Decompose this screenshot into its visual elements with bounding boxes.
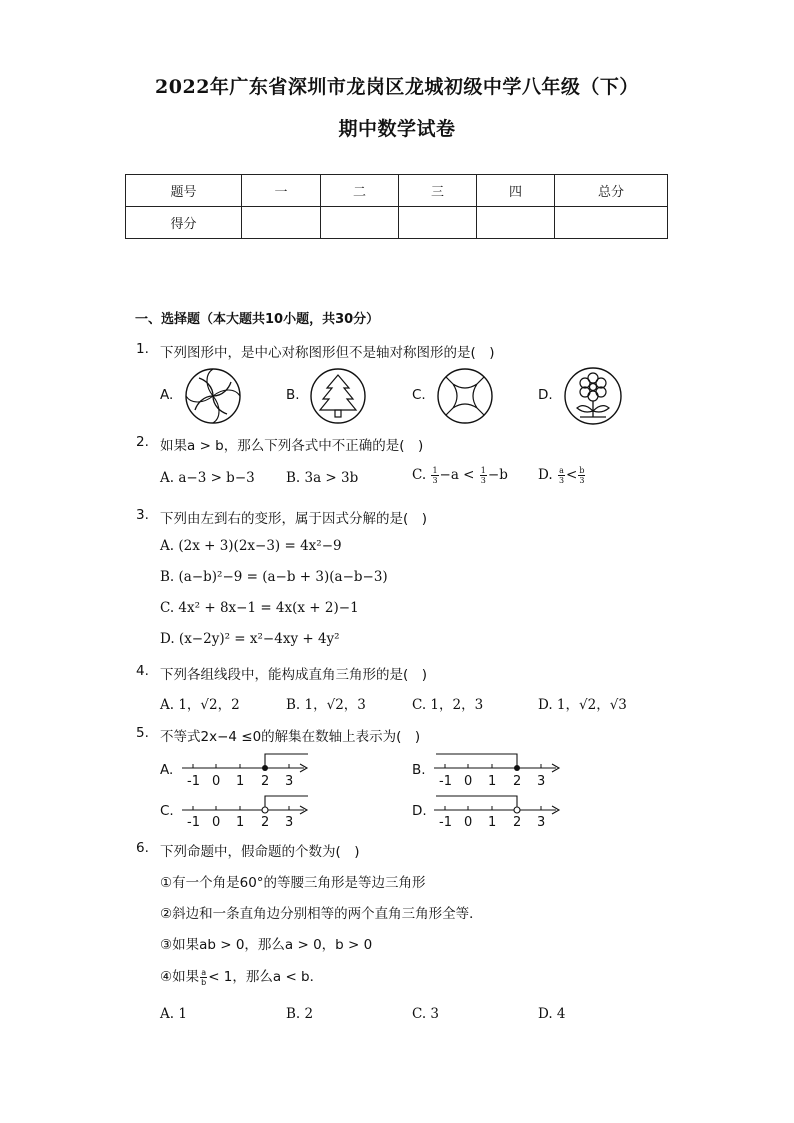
option-label: D. xyxy=(412,803,427,819)
question-text: 不等式2x−4 ≤0的解集在数轴上表示为( ) xyxy=(160,729,421,745)
fraction: $\frac{a}{b}$ xyxy=(201,967,207,987)
option-c: C. 3 xyxy=(412,1006,440,1022)
header-cell: 总分 xyxy=(555,175,668,207)
option-a: A. (2x + 3)(2x−3) = 4x²−9 xyxy=(160,538,342,554)
question-text: 如果a > b，那么下列各式中不正确的是( ) xyxy=(160,438,424,454)
question-number: 3. xyxy=(136,507,149,523)
option-c: C. 1，2，3 xyxy=(412,697,484,713)
option-d: D. (x−2y)² = x²−4xy + 4y² xyxy=(160,631,340,647)
expression: < xyxy=(566,467,578,483)
score-cell[interactable] xyxy=(242,207,321,239)
option-label: D. xyxy=(538,387,553,403)
tree-figure xyxy=(308,366,368,426)
question-number: 1. xyxy=(136,341,149,357)
option-label: D. xyxy=(538,467,553,483)
option-b: B. 3a > 3b xyxy=(286,470,359,486)
tick-label: 2 xyxy=(513,815,522,830)
statement-suffix: < 1，那么a < b． xyxy=(208,969,324,985)
option-label: A. xyxy=(160,387,174,403)
fraction: $\frac{a}{3}$ xyxy=(558,466,565,485)
exam-subtitle: 期中数学试卷 xyxy=(338,118,456,140)
tick-label: 0 xyxy=(464,774,473,789)
tick-label: -1 xyxy=(439,774,452,789)
option-label: C. xyxy=(412,387,426,403)
option-label: C. xyxy=(160,803,174,819)
concave-square-figure xyxy=(435,366,495,426)
header-cell: 二 xyxy=(321,175,399,207)
option-c xyxy=(412,466,508,485)
tick-label: 2 xyxy=(261,815,270,830)
option-c: C. 4x² + 8x−1 = 4x(x + 2)−1 xyxy=(160,600,359,616)
tick-label: 3 xyxy=(285,815,294,830)
tick-label: -1 xyxy=(439,815,452,830)
question-text: 下列由左到右的变形，属于因式分解的是( ) xyxy=(160,511,428,527)
score-cell[interactable] xyxy=(555,207,668,239)
option-d xyxy=(538,466,586,485)
row-label-cell: 得分 xyxy=(126,207,242,239)
option-b: B. 2 xyxy=(286,1006,314,1022)
question-number: 5. xyxy=(136,725,149,741)
question-number: 2. xyxy=(136,434,149,450)
expression: −b xyxy=(487,467,508,483)
fraction: $\frac{1}{3}$ xyxy=(480,466,486,485)
tick-label: 0 xyxy=(212,774,221,789)
question-number: 4. xyxy=(136,663,149,679)
number-line-c xyxy=(176,792,316,832)
question-text: 下列各组线段中，能构成直角三角形的是( ) xyxy=(160,667,428,683)
fraction: $\frac{b}{3}$ xyxy=(579,466,585,485)
statement-3: ③如果ab > 0，那么a > 0，b > 0 xyxy=(160,937,373,953)
exam-title: 2022年广东省深圳市龙岗区龙城初级中学八年级（下） xyxy=(155,76,639,98)
score-cell[interactable] xyxy=(477,207,555,239)
score-table xyxy=(125,174,668,239)
number-line-a xyxy=(176,750,316,796)
score-cell[interactable] xyxy=(399,207,477,239)
tick-label: -1 xyxy=(187,815,200,830)
number-line-b xyxy=(428,750,568,796)
flower-figure xyxy=(562,366,624,426)
tick-label: 3 xyxy=(537,815,546,830)
option-d: D. 1，√2，√3 xyxy=(538,697,627,713)
score-table-score-row xyxy=(126,207,668,239)
tick-label: 2 xyxy=(513,774,522,789)
header-cell: 题号 xyxy=(126,175,242,207)
option-label: B. xyxy=(412,762,426,778)
statement-2: ②斜边和一条直角边分别相等的两个直角三角形全等． xyxy=(160,906,483,922)
statement-1: ①有一个角是60°的等腰三角形是等边三角形 xyxy=(160,875,426,891)
tick-label: 0 xyxy=(464,815,473,830)
tick-label: 1 xyxy=(488,774,497,789)
section-header: 一、选择题（本大题共10小题，共30分） xyxy=(135,312,380,327)
tick-label: 3 xyxy=(537,774,546,789)
tick-label: -1 xyxy=(187,774,200,789)
header-cell: 一 xyxy=(242,175,321,207)
statement-prefix: ④如果 xyxy=(160,969,200,985)
score-cell[interactable] xyxy=(321,207,399,239)
pinwheel-figure xyxy=(183,366,243,426)
fraction: $\frac{1}{3}$ xyxy=(432,466,438,485)
tick-label: 2 xyxy=(261,774,270,789)
header-cell: 四 xyxy=(477,175,555,207)
expression: −a < xyxy=(439,467,475,483)
tick-label: 1 xyxy=(236,815,245,830)
option-label: B. xyxy=(286,387,300,403)
number-line-d xyxy=(428,792,568,832)
option-a: A. a−3 > b−3 xyxy=(160,470,255,486)
option-label: C. xyxy=(412,467,427,483)
option-a: A. 1，√2，2 xyxy=(160,697,240,713)
option-a: A. 1 xyxy=(160,1006,187,1022)
tick-label: 0 xyxy=(212,815,221,830)
option-label: A. xyxy=(160,762,174,778)
question-number: 6. xyxy=(136,840,149,856)
score-table-header-row xyxy=(126,175,668,207)
tick-label: 1 xyxy=(236,774,245,789)
header-cell: 三 xyxy=(399,175,477,207)
tick-label: 1 xyxy=(488,815,497,830)
option-d: D. 4 xyxy=(538,1006,566,1022)
tick-label: 3 xyxy=(285,774,294,789)
question-text: 下列命题中，假命题的个数为( ) xyxy=(160,844,360,860)
option-b: B. 1，√2，3 xyxy=(286,697,366,713)
option-b: B. (a−b)²−9 = (a−b + 3)(a−b−3) xyxy=(160,569,388,585)
question-text: 下列图形中，是中心对称图形但不是轴对称图形的是( ) xyxy=(160,345,495,361)
statement-4 xyxy=(160,965,323,987)
